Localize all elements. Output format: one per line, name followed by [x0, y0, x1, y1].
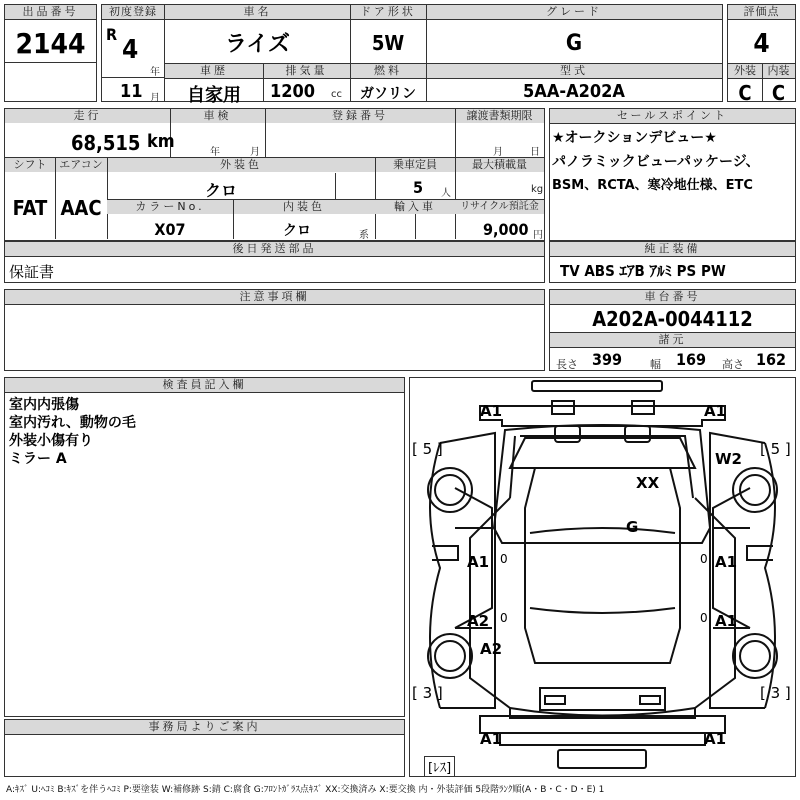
capacity-header: 乗車定員 — [375, 158, 455, 172]
max-load-header: 最大積載量 — [455, 158, 544, 172]
chassis-box — [549, 289, 796, 371]
int-color: クロ — [283, 223, 311, 239]
damage-xx: XX — [636, 474, 660, 492]
sales-points-box — [549, 108, 796, 241]
damage-rear-quarter-left: A2 — [480, 640, 503, 658]
color-no-header: カラーNo. — [107, 200, 233, 214]
history-header: 車歴 — [165, 64, 263, 78]
first-registration-header: 初度登録 — [102, 5, 164, 20]
inspection-header: 車検 — [170, 109, 265, 123]
damage-rear-left: A1 — [480, 730, 503, 748]
year-unit: 年 — [150, 67, 160, 78]
tire-rear-right: [ 3 ] — [760, 684, 791, 702]
zero-mark-3: 0 — [500, 611, 508, 625]
damage-w2: W2 — [715, 450, 742, 468]
office-box — [4, 719, 405, 777]
inspector-header: 検査員記入欄 — [5, 378, 404, 393]
exterior-grade: C — [738, 81, 752, 105]
recycle-fee: 9,000 — [483, 220, 529, 239]
inspector-note-1: 室内内張傷 — [9, 397, 79, 413]
later-parts-header: 後日発送部品 — [5, 242, 544, 257]
genuine-equipment-box — [549, 241, 796, 283]
recycle-header: リサイクル預託金 — [455, 200, 544, 214]
ext-color: クロ — [204, 181, 237, 200]
door-header: ドア形状 — [350, 5, 426, 19]
max-load-unit: kg — [531, 184, 544, 195]
spec-grid — [165, 4, 723, 106]
equipment-grid — [4, 158, 545, 241]
damage-rear-right: A1 — [704, 730, 727, 748]
recycle-unit: 円 — [533, 230, 543, 241]
tire-front-left: [ 5 ] — [412, 440, 443, 458]
damage-door-rear-left: A2 — [467, 612, 490, 630]
fuel: ガソリン — [360, 86, 416, 102]
mileage-unit: km — [147, 131, 175, 152]
capacity: 5 — [413, 178, 424, 197]
tire-rear-left: [ 3 ] — [412, 684, 443, 702]
damage-front-right: A1 — [704, 402, 727, 420]
caution-header: 注意事項欄 — [5, 290, 544, 305]
inspector-note-3: 外装小傷有り — [9, 433, 93, 449]
chassis-header: 車台番号 — [550, 290, 795, 305]
dims-header: 諸元 — [550, 333, 795, 348]
registration-month: 11 — [120, 81, 143, 102]
inspection-year-unit: 年 — [210, 147, 220, 158]
length-label: 長さ — [556, 358, 578, 371]
first-registration-box — [101, 4, 165, 102]
car-name-header: 車名 — [165, 5, 350, 19]
month-unit: 月 — [150, 93, 160, 104]
transfer-day-unit: 日 — [530, 147, 540, 158]
cc-unit: cc — [331, 89, 342, 100]
width-label: 幅 — [650, 358, 661, 371]
reg-no-header: 登録番号 — [265, 109, 455, 123]
zero-mark-1: 0 — [500, 552, 508, 566]
caution-box — [4, 289, 545, 371]
transfer-header: 譲渡書類期限 — [455, 109, 544, 123]
later-parts-box — [4, 241, 545, 283]
interior-header: 内装 — [762, 64, 795, 79]
displacement: 1200 — [270, 81, 316, 102]
capacity-unit: 人 — [441, 188, 451, 199]
later-parts: 保証書 — [9, 263, 55, 281]
registration-year: 4 — [122, 35, 139, 65]
grade-header: グレード — [426, 5, 722, 19]
genuine-equipment: TV ABS ｴｱB ｱﾙﾐ PS PW — [560, 262, 726, 280]
height: 162 — [756, 350, 787, 369]
score-box — [727, 4, 796, 105]
tire-front-right: [ 5 ] — [760, 440, 791, 458]
spare-tire-label: [ﾚｽ] — [424, 756, 455, 777]
car-diagram — [409, 377, 796, 777]
mileage-header: 走行 — [5, 109, 170, 123]
sales-point-1: ★オークションデビュー★ — [552, 130, 717, 146]
length: 399 — [592, 350, 623, 369]
inspector-note-2: 室内汚れ、動物の毛 — [9, 415, 136, 431]
chassis-number: A202A-0044112 — [592, 307, 753, 331]
displacement-header: 排気量 — [263, 64, 350, 78]
grade: G — [565, 31, 583, 56]
shift: FAT — [12, 196, 48, 220]
damage-door-front-right: A1 — [715, 553, 738, 571]
color-no: X07 — [154, 220, 186, 239]
shift-header: シフト — [5, 158, 55, 172]
exterior-header: 外装 — [728, 64, 762, 79]
ext-color-header: 外装色 — [107, 158, 375, 172]
sales-point-2: パノラミックビューパッケージ、 — [552, 154, 760, 170]
mileage: 68,515 — [71, 131, 141, 155]
lot-number: 2144 — [15, 27, 86, 60]
interior-grade: C — [771, 81, 786, 105]
int-color-unit: 系 — [359, 230, 369, 241]
office-header: 事務局よりご案内 — [5, 720, 404, 735]
inspector-box — [4, 377, 405, 717]
damage-front-left: A1 — [480, 402, 503, 420]
mileage-grid — [4, 108, 545, 158]
score: 4 — [753, 29, 770, 59]
era: R — [106, 25, 118, 44]
genuine-header: 純正装備 — [550, 242, 795, 257]
model-header: 型式 — [426, 64, 722, 78]
sales-points-header: セールスポイント — [550, 109, 795, 124]
lot-number-box — [4, 4, 97, 102]
damage-g: G — [626, 518, 639, 536]
zero-mark-2: 0 — [700, 552, 708, 566]
model: 5AA-A202A — [523, 81, 625, 102]
car-name: ライズ — [224, 32, 291, 57]
transfer-month-unit: 月 — [493, 147, 503, 158]
history: 自家用 — [187, 85, 241, 106]
lot-number-header: 出品番号 — [5, 5, 96, 20]
damage-door-front-left: A1 — [467, 553, 490, 571]
sales-point-3: BSM、RCTA、寒冷地仕様、ETC — [552, 178, 753, 193]
int-color-header: 内装色 — [233, 200, 375, 214]
ac-header: エアコン — [55, 158, 107, 172]
ac: AAC — [60, 196, 102, 220]
inspection-month-unit: 月 — [250, 147, 260, 158]
fuel-header: 燃料 — [350, 64, 426, 78]
height-label: 高さ — [722, 358, 744, 371]
car-outline-diagram — [410, 378, 795, 776]
import-header: 輸入車 — [375, 200, 455, 214]
damage-door-rear-right: A1 — [715, 612, 738, 630]
legend: A:ｷｽﾞ U:ﾍｺﾐ B:ｷｽﾞを伴うﾍｺﾐ P:要塗装 W:補修跡 S:錆 C:腐食 G:ﾌﾛﾝﾄｶﾞﾗｽ点ｷｽﾞ XX:交換済み X:要交換 内・外装評価 5段階ﾗﾝｸ順(A・B・C・D・E) 1 — [6, 785, 605, 795]
zero-mark-4: 0 — [700, 611, 708, 625]
inspector-note-4: ミラー A — [9, 451, 67, 467]
width: 169 — [676, 350, 707, 369]
door-type: 5W — [371, 31, 405, 55]
score-header: 評価点 — [728, 5, 795, 20]
